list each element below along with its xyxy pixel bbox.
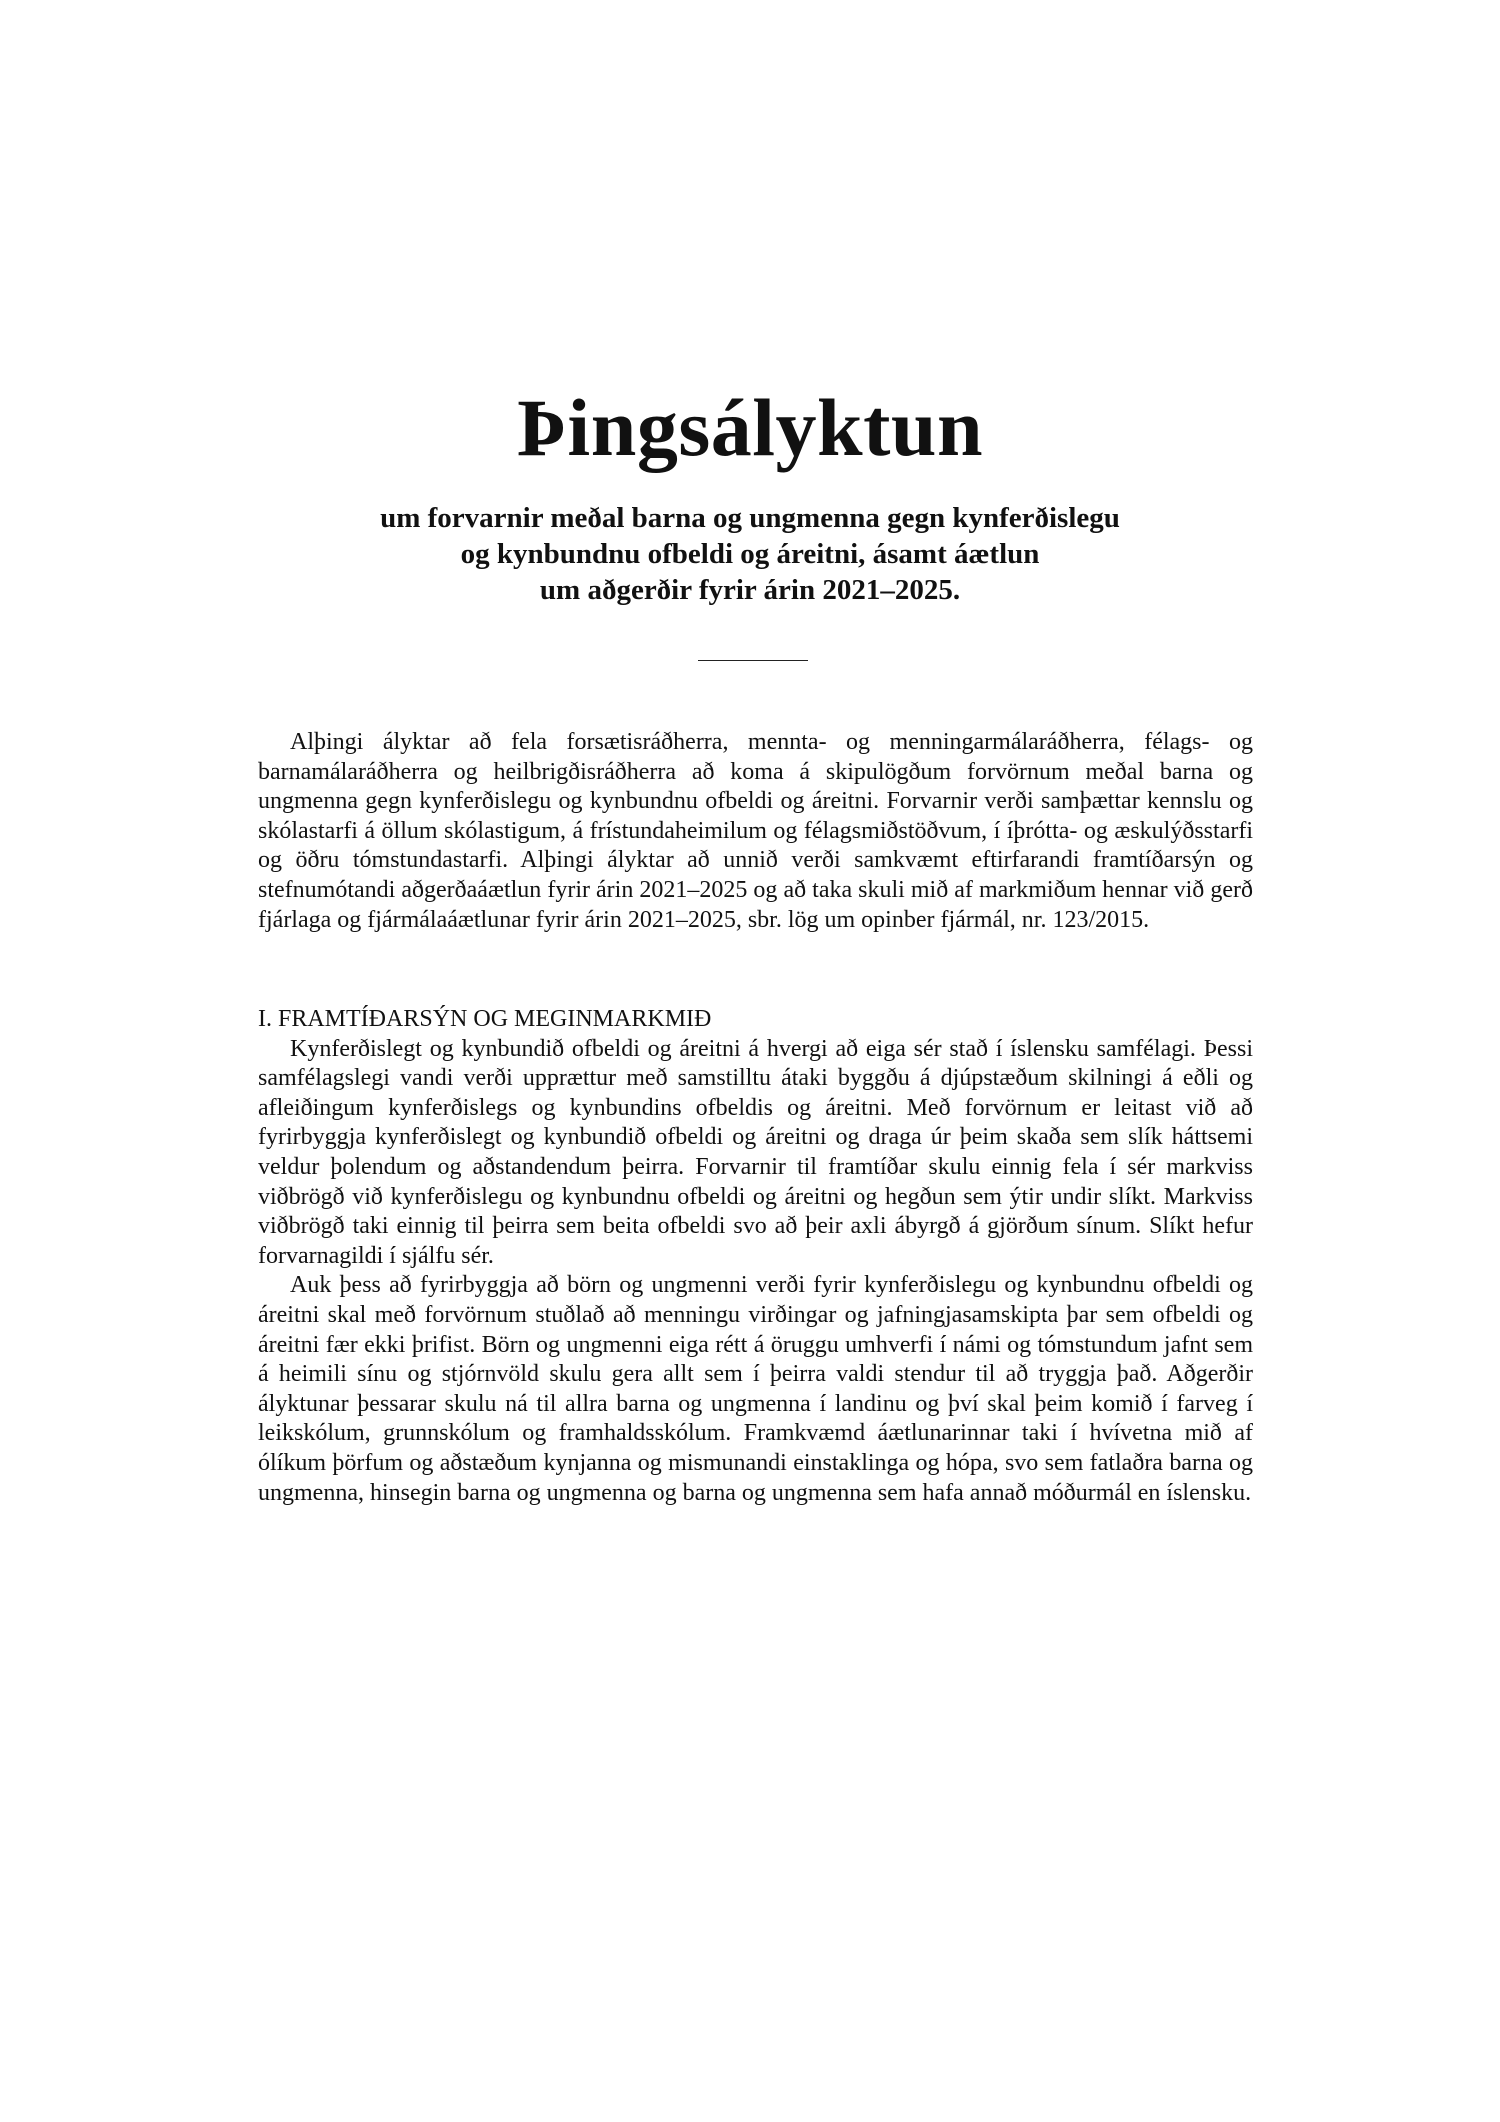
intro-block — [258, 728, 1253, 935]
section-paragraph: Kynferðislegt og kynbundið ofbeldi og áreitni á hvergi að eiga sér stað í íslensku samfélagi. Þessi samfélagslegi vandi verði upprættur með samstilltu átaki byggðu á djúpstæðum skilningi á eðli og afleiðingum kynferðislegs og kynbundins ofbeldis og áreitni. Með forvörnum er leitast við að fyrirbyggja kynferðislegt og kynbundið ofbeldi og áreitni og draga úr þeim skaða sem slík háttsemi veldur þolendum og aðstandendum þeirra. Forvarnir til framtíðar skulu einnig fela í sér markviss viðbrögð við kynferðislegu og kynbundnu ofbeldi og áreitni og hegðun sem ýtir undir slíkt. Markviss viðbrögð taki einnig til þeirra sem beita ofbeldi svo að þeir axli ábyrgð á gjörðum sínum. Slíkt hefur forvarnagildi í sjálfu sér. — [258, 1035, 1253, 1269]
section-framtidarsyn — [258, 1005, 1253, 1508]
document-subtitle — [300, 500, 1200, 608]
section-paragraph: Auk þess að fyrirbyggja að börn og ungmenni verði fyrir kynferðislegu og kynbundnu ofbeldi og áreitni skal með forvörnum stuðlað að menningu virðingar og jafningjasamskipta þar sem ofbeldi og áreitni fær ekki þrifist. Börn og ungmenni eiga rétt á öruggu umhverfi í námi og tómstundum jafnt sem á heimili sínu og stjórnvöld skulu gera allt sem í þeirra valdi stendur til að tryggja það. Aðgerðir ályktunar þessarar skulu ná til allra barna og ungmenna í landinu og því skal þeim komið í farveg í leikskólum, grunnskólum og framhaldsskólum. Framkvæmd áætlunarinnar taki í hvívetna mið af ólíkum þörfum og aðstæðum kynjanna og mismunandi einstaklinga og hópa, svo sem fatlaðra barna og ungmenna, hinsegin barna og ungmenna og barna og ungmenna sem hafa annað móðurmál en íslensku. — [258, 1272, 1253, 1506]
subtitle-line: og kynbundnu ofbeldi og áreitni, ásamt áætlun — [460, 538, 1040, 570]
section-heading: I. FRAMTÍÐARSÝN OG MEGINMARKMIÐ — [258, 1006, 712, 1032]
intro-paragraph: Alþingi ályktar að fela forsætisráðherra, mennta- og menningarmálaráðherra, félags- og barnamálaráðherra og heilbrigðisráðherra að koma á skipulögðum forvörnum meðal barna og ungmenna gegn kynferðislegu og kynbundnu ofbeldi og áreitni. Forvarnir verði samþættar kennslu og skólastarfi á öllum skólastigum, á frístundaheimilum og félagsmiðstöðvum, í íþrótta- og æskulýðsstarfi og öðru tómstundastarfi. Alþingi ályktar að unnið verði samkvæmt eftirfarandi framtíðarsýn og stefnumótandi aðgerðaáætlun fyrir árin 2021–2025 og að taka skuli mið af markmiðum hennar við gerð fjárlaga og fjármálaáætlunar fyrir árin 2021–2025, sbr. lög um opinber fjármál, nr. 123/2015. — [258, 729, 1253, 933]
document-title: Þingsályktun — [516, 382, 984, 473]
subtitle-line: um aðgerðir fyrir árin 2021–2025. — [539, 574, 961, 606]
title-divider — [698, 660, 808, 661]
subtitle-line: um forvarnir meðal barna og ungmenna gegn kynferðislegu — [380, 502, 1120, 534]
